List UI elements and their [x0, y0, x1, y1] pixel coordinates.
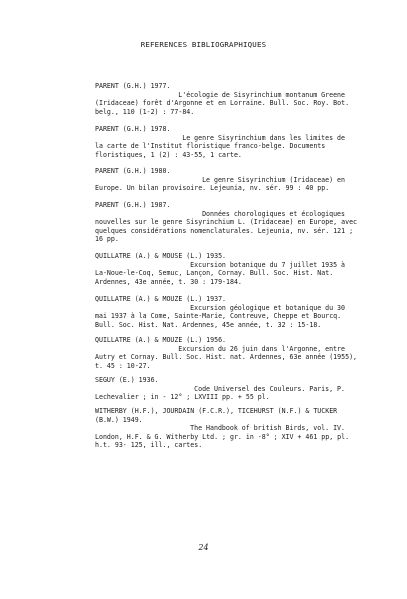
reference-author: QUILLATRE (A.) & MOUZE (L.) 1956. — [95, 336, 227, 344]
reference-line: Lechevalier ; in - 12° ; LXVIII pp. + 55 pl. — [95, 393, 270, 402]
reference-line: La-Noue-le-Coq, Semuc, Lançon, Cornay. Bull. Soc. Hist. Nat. — [95, 269, 334, 278]
reference-line: belg., 110 (1-2) : 77-84. — [95, 107, 195, 116]
reference-author: PARENT (G.H.) 1987. — [95, 201, 171, 209]
reference-author: QUILLATRE (A.) & MOUSE (L.) 1935. — [95, 252, 227, 260]
reference-line: Europe. Un bilan provisoire. Lejeunia, nv. sér. 99 : 40 pp. — [95, 184, 330, 193]
reference-line: 16 pp. — [95, 235, 119, 244]
reference-line: t. 45 : 10-27. — [95, 361, 151, 370]
reference-entry — [95, 201, 358, 244]
reference-entry — [95, 82, 350, 116]
page-title: REFERENCES BIBLIOGRAPHIQUES — [140, 40, 267, 49]
page-number: 24 — [198, 543, 209, 552]
reference-entry — [95, 252, 345, 286]
reference-line: L'écologie de Sisyrinchium montanum Greene — [178, 90, 345, 99]
reference-entry — [95, 336, 358, 370]
reference-author: SEGUY (E.) 1936. — [95, 376, 159, 384]
reference-author: PARENT (G.H.) 1980. — [95, 167, 171, 175]
reference-entry — [95, 125, 345, 159]
reference-line: Excursion géologique et botanique du 30 — [190, 303, 345, 312]
reference-line: Données chorologiques et écologiques — [202, 209, 345, 218]
reference-line: Excursion du 26 juin dans l'Argonne, entre — [178, 344, 345, 353]
reference-line: Autry et Cornay. Bull. Soc. Hist. nat. Ardennes, 63e année (1955), — [95, 353, 358, 362]
reference-entry — [95, 295, 345, 329]
reference-entry — [95, 167, 345, 193]
reference-line: (Iridaceae) forêt d'Argonne et en Lorraine. Bull. Soc. Roy. Bot. — [95, 99, 350, 108]
reference-line: Ardennes, 43e année, t. 30 : 179-184. — [95, 277, 242, 286]
reference-line: Code Universel des Couleurs. Paris, P. — [194, 384, 345, 393]
reference-author: WITHERBY (H.F.), JOURDAIN (F.C.R.), TICEHURST (N.F.) & TUCKER — [95, 407, 338, 415]
reference-line: mai 1937 à la Come, Sainte-Marie, Contreuve, Cheppe et Bourcq. — [95, 312, 342, 321]
reference-line: floristiques, 1 (2) : 43-55, 1 carte. — [95, 150, 242, 159]
reference-line: (B.W.) 1949. — [95, 415, 143, 424]
reference-line: Le genre Sisyrinchium dans les limites de — [182, 133, 345, 142]
reference-entry — [95, 407, 350, 450]
reference-line: Excursion botanique du 7 juillet 1935 à — [190, 260, 345, 269]
reference-line: Bull. Soc. Hist. Nat. Ardennes, 45e année, t. 32 : 15-18. — [95, 320, 322, 329]
reference-line: Le genre Sisyrinchium (Iridaceae) en — [202, 175, 345, 184]
reference-author: PARENT (G.H.) 1978. — [95, 125, 171, 133]
reference-line: nouvelles sur le genre Sisyrinchium L. (Iridaceae) en Europe, avec — [95, 218, 358, 227]
reference-line: h.t. 93- 125, ill., cartes. — [95, 441, 203, 450]
reference-author: PARENT (G.H.) 1977. — [95, 82, 171, 90]
reference-author: QUILLATRE (A.) & MOUZE (L.) 1937. — [95, 295, 227, 303]
reference-line: la carte de l'Institut floristique franco-belge. Documents — [95, 142, 326, 151]
reference-entry — [95, 376, 345, 402]
reference-line: quelques considérations nomenclaturales. Lejeunia, nv. sér. 121 ; — [95, 226, 354, 235]
reference-line: The Handbook of british Birds, vol. IV. — [190, 424, 345, 433]
reference-line: London, H.F. & G. Witherby Ltd. ; gr. in -8° ; XIV + 461 pp, pl. — [95, 432, 350, 441]
